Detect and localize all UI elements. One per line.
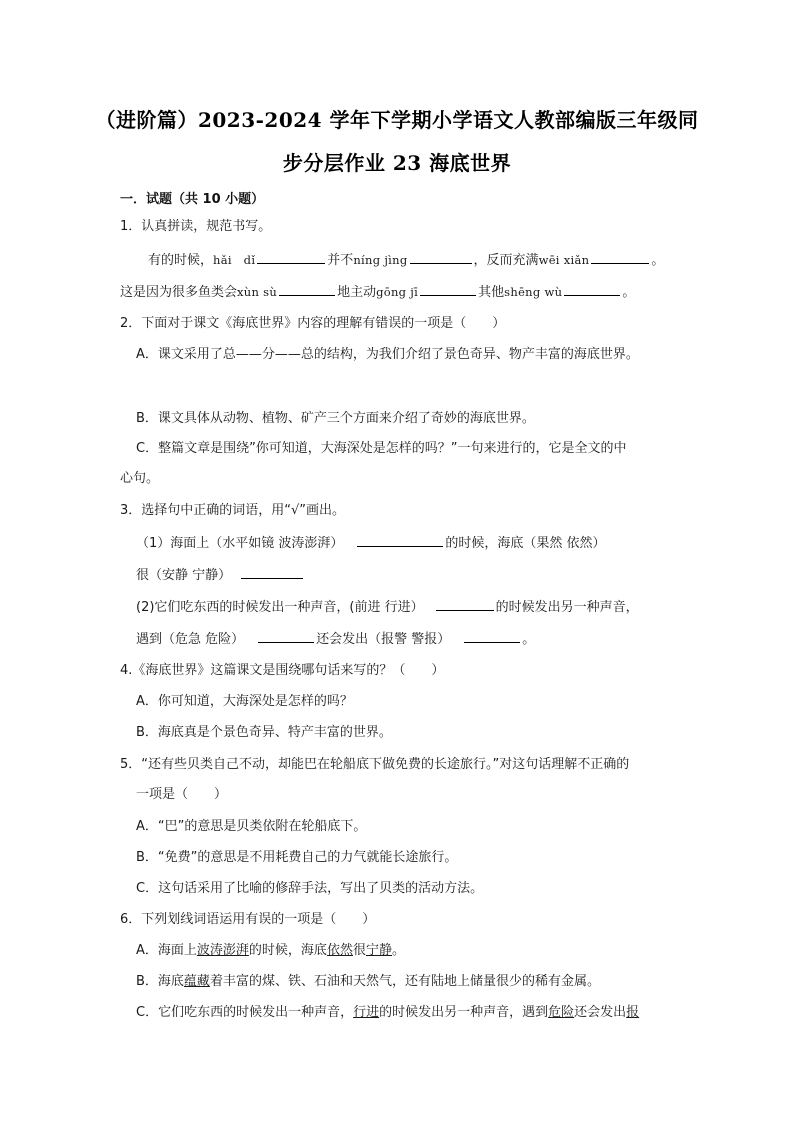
q3-text: 。 <box>522 632 536 647</box>
q3-blank-2[interactable] <box>241 566 303 579</box>
q3-text: 还会发出（报警 警报） <box>316 632 451 647</box>
page-title-line1: （进阶篇）2023-2024 学年下学期小学语文人教部编版三年级同 <box>95 108 699 132</box>
q5-option-a[interactable]: A．“巴”的意思是贝类依附在轮船底下。 <box>136 819 367 834</box>
q6-text: A．海面上 <box>136 943 197 958</box>
q4-option-b[interactable]: B．海底真是个景色奇异、特产丰富的世界。 <box>136 725 392 740</box>
q3-sentence1-cont <box>136 566 305 585</box>
q6-option-a[interactable] <box>136 942 405 960</box>
q6-underlined-word: 波涛澎湃 <box>196 943 249 958</box>
q4-stem: 4.《海底世界》这篇课文是围绕哪句话来写的？（ ） <box>120 663 445 678</box>
q3-text: 的时候，海底（果然 依然） <box>445 536 606 551</box>
q6-underlined-word: 蕴藏 <box>183 974 210 989</box>
q3-stem: 3．选择句中正确的词语，用“√”画出。 <box>120 503 346 518</box>
q3-text: 遇到（危急 危险） <box>136 632 245 647</box>
q6-stem: 6．下列划线词语运用有误的一项是（ ） <box>120 912 376 927</box>
q5-stem: 5．“还有些贝类自己不动，却能巴在轮船底下做免费的长途旅行。”对这句话理解不正确的 <box>120 757 630 772</box>
q3-text: (2)它们吃东西的时候发出一种声音，(前进 行进） <box>136 600 424 615</box>
q1-text: 这是因为很多鱼类会 <box>120 285 238 300</box>
q6-text: 的时候发出另一种声音，遇到 <box>379 1005 549 1020</box>
q1-stem: 1．认真拼读，规范书写。 <box>120 219 272 234</box>
q1-text: 。 <box>622 285 636 300</box>
q2-option-c[interactable]: C．整篇文章是围绕”你可知道，大海深处是怎样的吗？”一句来进行的，它是全文的中 <box>136 441 627 456</box>
q2-option-b[interactable]: B．课文具体从动物、植物、矿产三个方面来介绍了奇妙的海底世界。 <box>136 411 535 426</box>
q5-option-b[interactable]: B．“免费”的意思是不用耗费自己的力气就能长途旅行。 <box>136 850 458 865</box>
q1-blank-3[interactable] <box>591 251 649 264</box>
q1-blank-6[interactable] <box>564 283 620 296</box>
q6-text: 很 <box>352 943 366 958</box>
q6-text: 。 <box>391 943 405 958</box>
q5-stem-cont: 一项是（ ） <box>136 787 228 802</box>
q1-blank-5[interactable] <box>420 283 476 296</box>
q1-text: 。 <box>651 253 665 268</box>
q1-blank-4[interactable] <box>279 283 335 296</box>
q6-text: 的时候，海底 <box>248 943 327 958</box>
q1-blank-2[interactable] <box>410 251 472 264</box>
q1-line1 <box>148 251 664 270</box>
q5-option-c[interactable]: C．这句话采用了比喻的修辞手法，写出了贝类的活动方法。 <box>136 881 484 896</box>
q3-text: （1）海面上（水平如镜 波涛澎湃） <box>136 536 344 551</box>
q1-pinyin-2: níng jìng <box>353 253 408 267</box>
q3-blank-5[interactable] <box>464 630 520 643</box>
q2-stem: 2．下面对于课文《海底世界》内容的理解有错误的一项是（ ） <box>120 316 506 331</box>
q1-blank-1[interactable] <box>257 251 325 264</box>
q3-sentence1 <box>136 534 606 553</box>
q3-blank-4[interactable] <box>258 630 314 643</box>
q6-text: 着丰富的煤、铁、石油和天然气，还有陆地上储量很少的稀有金属。 <box>209 974 600 989</box>
q2-option-c-cont: 心句。 <box>120 471 160 486</box>
q1-pinyin-5: gōng jī <box>376 285 419 299</box>
q1-pinyin-3: wēi xiǎn <box>538 253 590 267</box>
q1-text: 地主动 <box>337 285 377 300</box>
q6-option-b[interactable] <box>136 973 600 991</box>
q1-pinyin-1: hǎi dǐ <box>213 253 256 267</box>
q1-line2 <box>120 283 635 302</box>
q1-text: 有的时候， <box>148 253 214 268</box>
q2-option-a[interactable]: A．课文采用了总——分——总的结构，为我们介绍了景色奇异、物产丰富的海底世界。 <box>136 347 639 362</box>
q3-text: 的时候发出另一种声音， <box>495 600 639 615</box>
q3-blank-3[interactable] <box>436 598 494 611</box>
q4-option-a[interactable]: A．你可知道，大海深处是怎样的吗？ <box>136 694 353 709</box>
q6-text: C．它们吃东西的时候发出一种声音， <box>136 1005 354 1020</box>
q3-sentence2 <box>136 598 639 617</box>
section-heading: 一．试题（共 10 小题） <box>120 192 265 207</box>
q1-text: 其他 <box>478 285 505 300</box>
q6-text: 还会发出 <box>574 1005 627 1020</box>
q3-text: 很（安静 宁静） <box>136 568 232 583</box>
q6-underlined-word: 宁静 <box>365 943 392 958</box>
q6-underlined-word: 依然 <box>326 943 353 958</box>
q3-blank-1[interactable] <box>357 534 443 547</box>
q6-underlined-word: 行进 <box>353 1005 380 1020</box>
q1-text: ，反而充满 <box>473 253 539 268</box>
q1-text: 并不 <box>327 253 354 268</box>
q6-text: B．海底 <box>136 974 184 989</box>
q3-sentence2-cont <box>136 630 535 649</box>
q6-option-c[interactable] <box>136 1004 639 1022</box>
page-title-line2: 步分层作业 23 海底世界 <box>282 151 512 175</box>
q1-pinyin-6: shēng wù <box>504 285 563 299</box>
q6-underlined-word: 危险 <box>548 1005 575 1020</box>
q6-underlined-word: 报 <box>626 1005 640 1020</box>
q1-pinyin-4: xùn sù <box>237 285 278 299</box>
